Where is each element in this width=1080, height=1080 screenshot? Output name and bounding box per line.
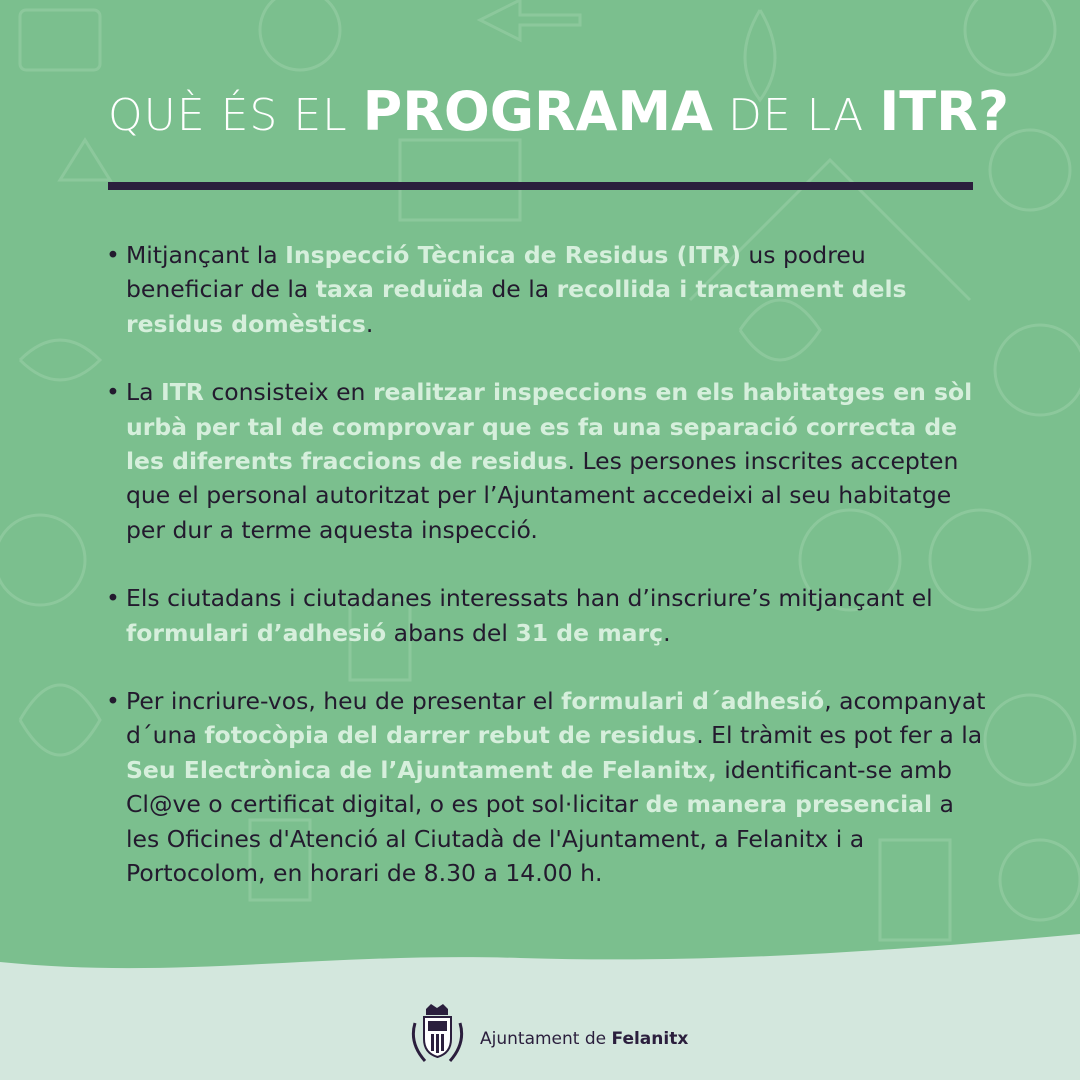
footer-wave [0, 930, 1080, 1080]
bullet-seg: . Les persones inscrites accepten que el personal autoritzat per l’Ajuntament accedeixi al seu habitatge per dur a terme aquesta inspecció. [126, 447, 959, 544]
bullet-item-2 [106, 375, 986, 547]
bullet-dot: • [106, 378, 120, 407]
bullet-list [106, 238, 986, 925]
bullet-seg: a les Oficines d'Atenció al Ciutadà de l'Ajuntament, a Felanitx i a Portocolom, en horari de 8.30 a 14.00 h. [126, 790, 954, 888]
bullet-highlight: de manera presencial [645, 790, 933, 819]
bullet-highlight: realitzar inspeccions en els habitatges en sòl urbà per tal de comprovar que es fa una separació correcta de les diferents fraccions de residus [126, 378, 973, 476]
bullet-seg: Per incriure-vos, heu de presentar el [126, 687, 562, 716]
bullet-highlight: recollida i tractament dels residus domèstics [126, 275, 907, 338]
bullet-seg: Els ciutadans i ciutadanes interessats han d’inscriure’s mitjançant el [126, 584, 933, 613]
bullet-seg: Mitjançant la [126, 241, 286, 269]
bullet-seg: de la [483, 275, 557, 304]
bullet-item-4 [106, 684, 986, 890]
bullet-highlight: Seu Electrònica de l’Ajuntament de Felanitx, [126, 755, 717, 784]
title-divider [108, 182, 973, 190]
bullet-seg: . [663, 618, 671, 647]
bullet-highlight: fotocòpia del darrer rebut de residus [204, 721, 697, 750]
felanitx-crest-logo-icon [410, 1003, 465, 1065]
title-part-4: ITR? [879, 80, 1010, 143]
footer-brand [480, 1029, 688, 1049]
brand-prefix: Ajuntament de [480, 1029, 612, 1049]
bullet-dot: • [106, 584, 120, 613]
bullet-highlight: formulari d´adhesió [561, 687, 825, 716]
title-part-1: QUÈ ÉS EL [108, 90, 363, 141]
bullet-dot: • [106, 687, 120, 716]
bullet-highlight: Inspecció Tècnica de Residus (ITR) [285, 241, 741, 269]
bullet-seg: . El tràmit es pot fer a la [696, 721, 983, 750]
page-title [108, 80, 1010, 160]
title-part-3: DE LA [712, 90, 880, 141]
bullet-seg: us podreu beneficiar de la [126, 241, 866, 304]
bullet-highlight: ITR [160, 378, 204, 407]
title-part-2: PROGRAMA [362, 80, 713, 143]
bullet-item-1 [106, 238, 986, 341]
bullet-seg: , acompanyat d´una [126, 687, 986, 750]
brand-name: Felanitx [611, 1029, 689, 1049]
bullet-highlight: taxa reduïda [315, 275, 484, 304]
bullet-seg: . [365, 309, 374, 338]
bullet-item-3 [106, 581, 986, 650]
bullet-seg: La [126, 378, 161, 407]
bullet-highlight: formulari d’adhesió [126, 618, 387, 647]
bullet-seg: consisteix en [203, 378, 373, 407]
bullet-seg: abans del [386, 618, 516, 647]
bullet-highlight: 31 de març [515, 618, 664, 647]
bullet-seg: identificant-se amb Cl@ve o certificat digital, o es pot sol·licitar [126, 755, 952, 819]
bullet-dot: • [106, 241, 120, 269]
